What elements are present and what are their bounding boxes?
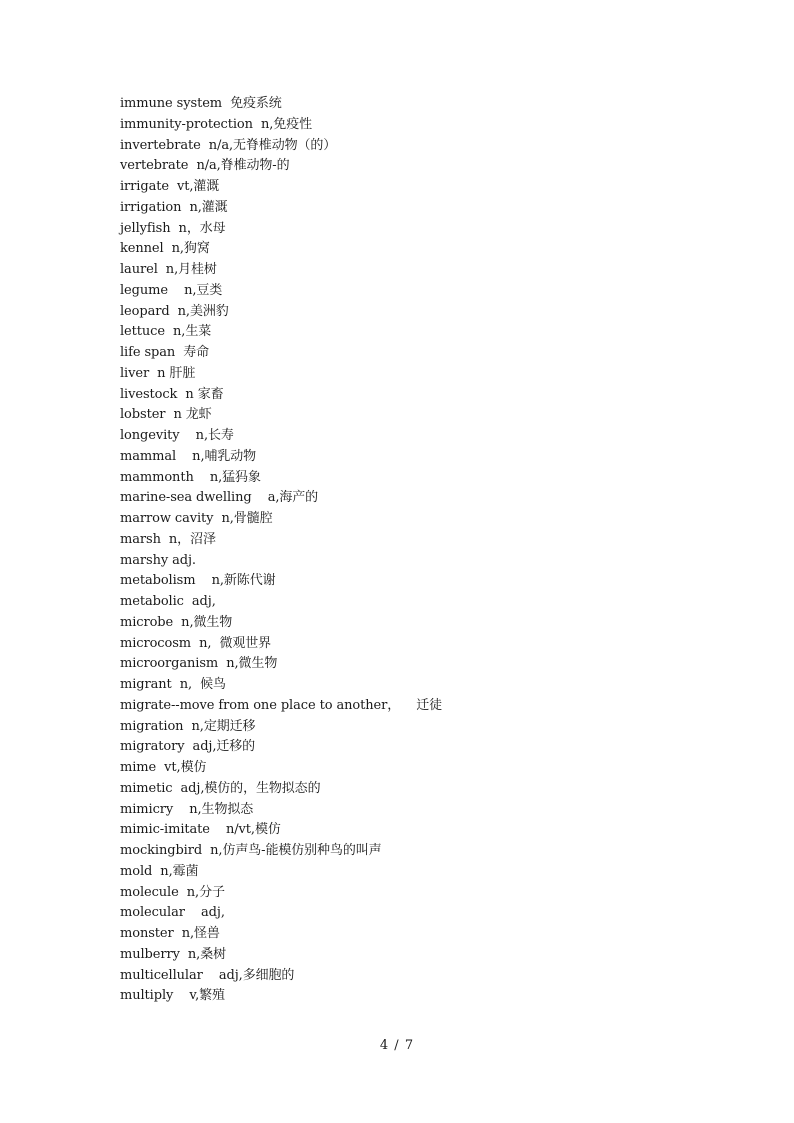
vocab-entry: mimic-imitate n/vt,模仿 bbox=[120, 822, 281, 838]
vocab-entry: mime vt,模仿 bbox=[120, 760, 207, 775]
vocab-entry: lobster n 龙虾 bbox=[120, 407, 212, 423]
vocab-entry: marshy adj. bbox=[120, 552, 196, 568]
vocab-entry: microcosm n, 微观世界 bbox=[120, 635, 272, 651]
vocab-entry: mulberry n,桑树 bbox=[120, 946, 227, 962]
vocab-entry: jellyfish n，水母 bbox=[120, 220, 226, 236]
vocab-entry: mockingbird n,仿声鸟-能模仿别种鸟的叫声 bbox=[120, 843, 382, 858]
vocab-entry: invertebrate n/a,无脊椎动物（的） bbox=[120, 137, 337, 153]
vocab-entry: marine-sea dwelling a,海产的 bbox=[120, 490, 319, 506]
vocab-entry: migratory adj,迁移的 bbox=[120, 739, 256, 755]
vocab-entry: longevity n,长寿 bbox=[120, 428, 234, 443]
vocabulary-list bbox=[120, 94, 442, 1007]
vocab-entry: kennel n,狗窝 bbox=[120, 241, 210, 257]
vocab-entry: molecular adj, bbox=[120, 905, 225, 921]
vocab-entry: laurel n,月桂树 bbox=[120, 262, 217, 277]
vocab-entry: molecule n,分子 bbox=[120, 884, 225, 900]
vocab-entry: immune system 免疫系统 bbox=[120, 96, 282, 111]
vocab-entry: marrow cavity n,骨髓腔 bbox=[120, 511, 273, 526]
vocab-entry: irrigation n,灌溉 bbox=[120, 199, 228, 215]
vocab-entry: life span 寿命 bbox=[120, 345, 210, 360]
vocab-entry: irrigate vt,灌溉 bbox=[120, 179, 220, 194]
vocab-entry: livestock n 家畜 bbox=[120, 386, 224, 402]
vocab-entry: microorganism n,微生物 bbox=[120, 656, 278, 672]
vocab-entry: marsh n，沼泽 bbox=[120, 531, 216, 547]
vocab-entry: leopard n,美洲豹 bbox=[120, 303, 229, 319]
vocab-entry: vertebrate n/a,脊椎动物-的 bbox=[120, 158, 290, 174]
vocab-entry: mimetic adj,模仿的，生物拟态的 bbox=[120, 780, 321, 796]
vocab-entry: mold n,霉菌 bbox=[120, 863, 199, 879]
vocab-entry: metabolism n,新陈代谢 bbox=[120, 573, 276, 589]
vocab-entry: liver n 肝脏 bbox=[120, 365, 196, 381]
vocab-entry: immunity-protection n,免疫性 bbox=[120, 116, 312, 132]
vocab-entry: mimicry n,生物拟态 bbox=[120, 801, 254, 817]
vocab-entry: migration n,定期迁移 bbox=[120, 718, 256, 734]
vocab-entry: multiply v,繁殖 bbox=[120, 988, 225, 1004]
vocab-entry: mammal n,哺乳动物 bbox=[120, 448, 257, 464]
vocab-entry: monster n,怪兽 bbox=[120, 926, 220, 941]
vocab-entry: multicellular adj,多细胞的 bbox=[120, 967, 295, 983]
vocab-entry: migrate--move from one place to another， 迁徒 bbox=[120, 697, 443, 713]
vocab-entry: lettuce n,生菜 bbox=[120, 324, 212, 340]
vocab-entry: legume n,豆类 bbox=[120, 282, 223, 298]
vocab-entry: mammonth n,猛犸象 bbox=[120, 469, 261, 485]
page-number: 4 / 7 bbox=[379, 1038, 415, 1053]
vocab-entry: migrant n, 候鸟 bbox=[120, 677, 226, 692]
vocab-entry: microbe n,微生物 bbox=[120, 614, 233, 630]
vocab-entry: metabolic adj, bbox=[120, 594, 216, 609]
